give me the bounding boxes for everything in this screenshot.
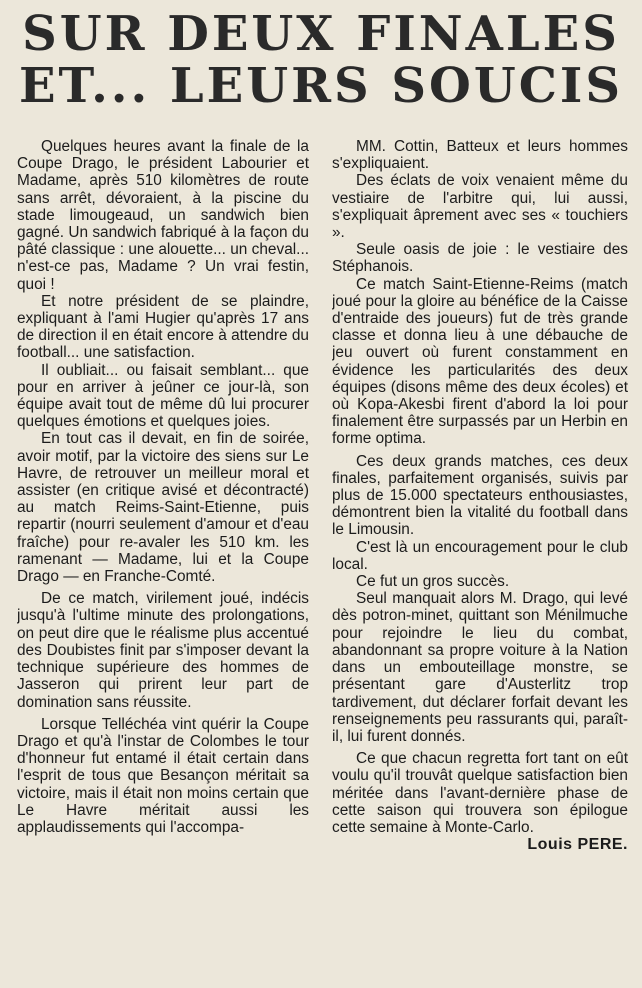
- title-line-2: ET... LEURS SOUCIS: [18, 58, 624, 114]
- right-column: [332, 138, 628, 988]
- paragraph: De ce match, virilement joué, indécis jusqu'à l'ultime minute des prolongations, on peut dire que le réalisme plus accentué des Doubistes finit par s'imposer devant la technique supérieure des hommes de Jasseron qui prirent leur part de domination sans réussite.: [17, 590, 309, 711]
- left-column: [17, 138, 309, 988]
- paragraph: Des éclats de voix venaient même du vestiaire de l'arbitre qui, lui aussi, s'expliquait âprement avec ses « touchiers ».: [332, 172, 628, 242]
- paragraph: Quelques heures avant la finale de la Coupe Drago, le président Labourier et Madame, après 510 kilomètres de route sans arrêt, dévoraient, à la piscine du stade limougeaud, un sandwich bien gagné. Un sandwich fabriqué à la façon du pâté classique : une alouette... un cheval... n'est-ce pas, Madame ? Un vrai festin, quoi !: [17, 138, 309, 293]
- title-line-1: SUR DEUX FINALES: [22, 6, 620, 62]
- paragraph: MM. Cottin, Batteux et leurs hommes s'expliquaient.: [332, 138, 628, 173]
- paragraph: Seul manquait alors M. Drago, qui levé dès potron-minet, quittant son Ménilmuche pour rejoindre le lieu du combat, abandonnant sa propre voiture à la Nation dans un embouteillage monstre, se présentant gare d'Austerlitz trop tardivement, dut déclarer forfait devant les renseignements peu rassurants qui, paraît-il, lui furent donnés.: [332, 590, 628, 745]
- paragraph: En tout cas il devait, en fin de soirée, avoir motif, par la victoire des siens sur Le Havre, de retrouver un meilleur moral et assister (en critique avisé et décontracté) au match Reims-Saint-Etienne, puis repartir (nourri seulement d'amour et d'eau fraîche) pour re-avaler les 510 km. les ramenant — Madame, lui et la Coupe Drago — en Franche-Comté.: [17, 430, 309, 586]
- paragraph: Ces deux grands matches, ces deux finales, parfaitement organisés, suivis par plus de 15.000 spectateurs enthousiastes, démontrent bien la vitalité du football dans le Limousin.: [332, 452, 628, 539]
- author-signature: Louis PERE.: [527, 836, 628, 854]
- paragraph: Lorsque Telléchéa vint quérir la Coupe Drago et qu'à l'instar de Colombes le tour d'honneur fut entamé il était certain dans l'esprit de tous que Besançon méritait sa victoire, mais il était non moins certain que Le Havre méritait aussi les applaudissements qui l'accompa-: [17, 715, 309, 836]
- paragraph: Ce fut un gros succès.: [356, 573, 510, 591]
- paragraph: Il oubliait... ou faisait semblant... que pour en arriver à jeûner ce jour-là, son équipe avait tout de même dû lui procurer quelques émotions et quelques joies.: [17, 361, 309, 431]
- paragraph: Et notre président de se plaindre, expliquant à l'ami Hugier qu'après 17 ans de direction il en était encore à attendre du football... une satisfaction.: [17, 292, 309, 362]
- paragraph: Ce match Saint-Etienne-Reims (match joué pour la gloire au bénéfice de la Caisse d'entraide des joueurs) fut de très grande classe et donna lieu à une débauche de jeu ouvert où furent constamment en évidence les particularités des deux équipes (disons même des deux écoles) et où Kopa-Akesbi firent d'abord la loi pour finalement être surpassés par un Herbin en forme optima.: [332, 275, 628, 448]
- paragraph: Seule oasis de joie : le vestiaire des Stéphanois.: [332, 241, 628, 276]
- paragraph: C'est là un encouragement pour le club local.: [332, 538, 628, 573]
- paragraph: Ce que chacun regretta fort tant on eût voulu qu'il trouvât quelque satisfaction bien méritée dans l'avant-dernière phase de cette saison qui trouvera son épilogue cette semaine à Monte-Carlo.: [332, 750, 628, 836]
- article-title: [0, 8, 642, 112]
